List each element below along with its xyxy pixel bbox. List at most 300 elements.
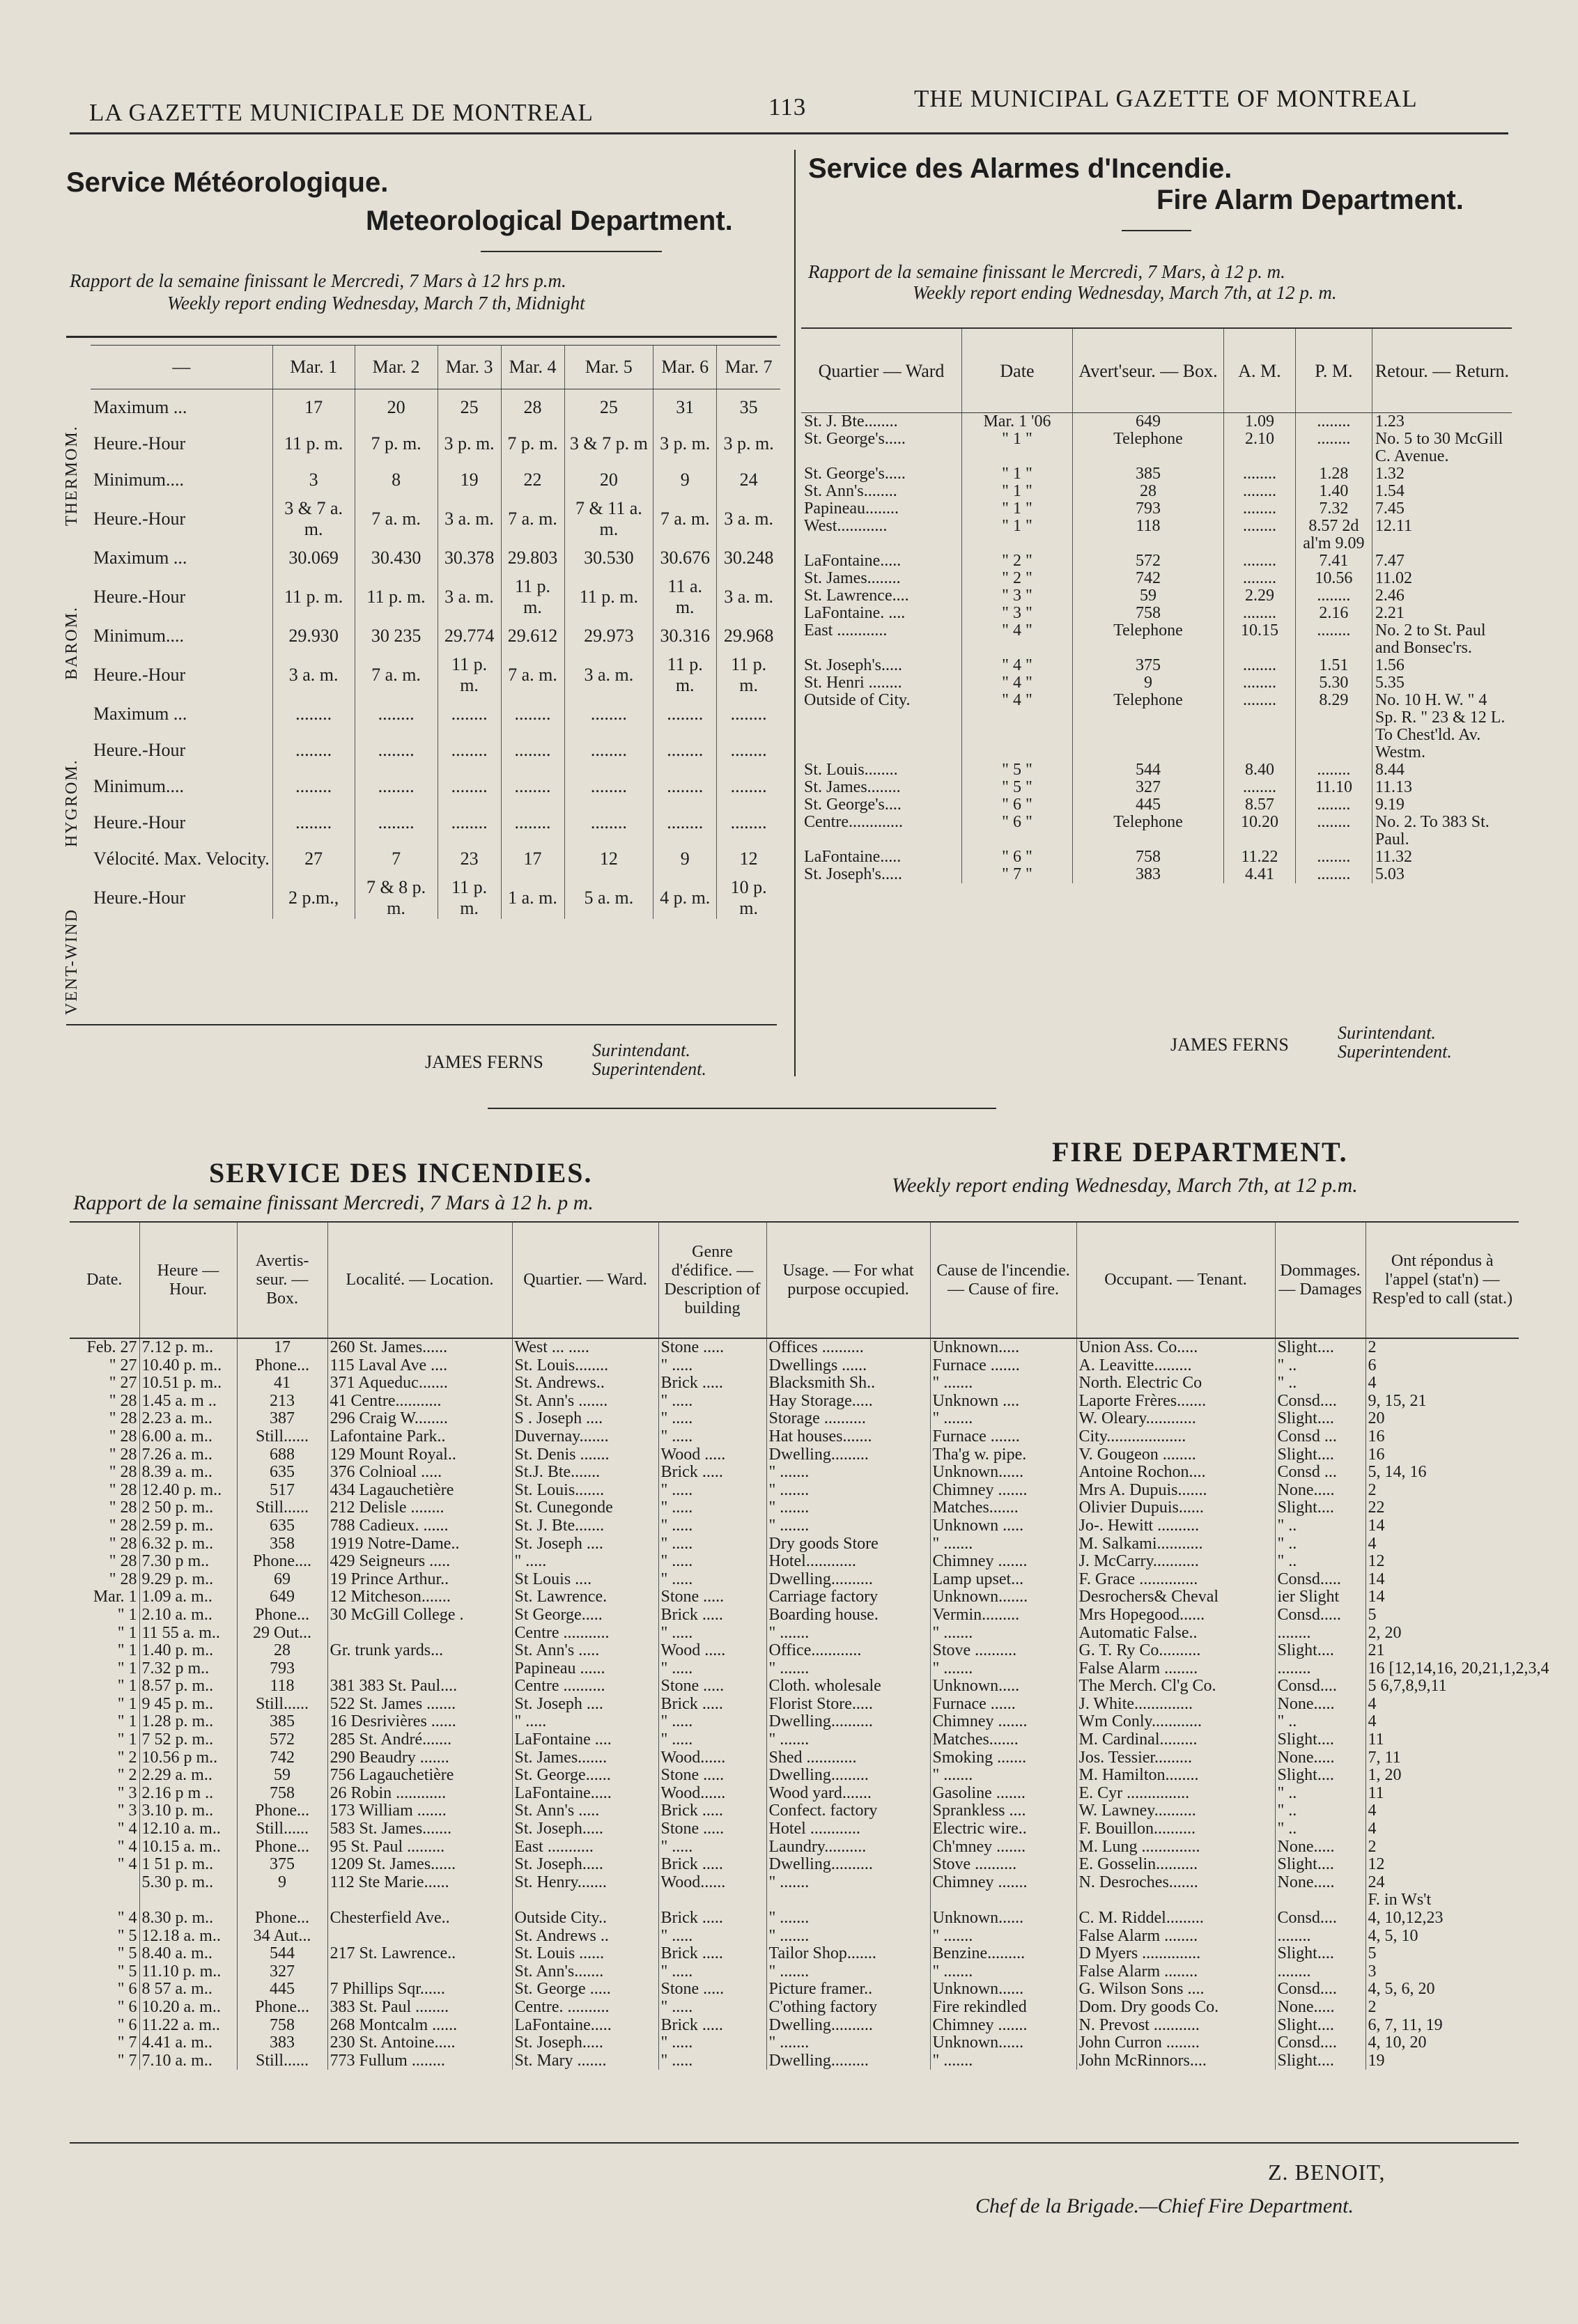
alarm-row bbox=[801, 761, 1512, 779]
fire-building: " ..... bbox=[658, 1410, 766, 1428]
fire-row bbox=[70, 1909, 1519, 1928]
meteo-cell: 11 p. m. bbox=[501, 576, 564, 618]
fire-row bbox=[70, 1838, 1519, 1857]
meteo-cell: ........ bbox=[717, 768, 780, 805]
group-label-vent-wind: VENT-WIND bbox=[63, 908, 81, 1015]
fire-box: 635 bbox=[237, 1517, 327, 1535]
fire-col-building: Genre d'édifice. — Description of building bbox=[658, 1222, 766, 1338]
fire-row bbox=[70, 1357, 1519, 1375]
fire-ward: LaFontaine..... bbox=[512, 2017, 658, 2035]
fire-responded: 20 bbox=[1366, 1410, 1519, 1428]
fire-usage: " ....... bbox=[766, 1660, 930, 1678]
fire-box: 213 bbox=[237, 1393, 327, 1411]
fire-cause: Furnace ....... bbox=[930, 1357, 1076, 1375]
fire-ward: " ..... bbox=[512, 1553, 658, 1571]
fire-building: " ..... bbox=[658, 2052, 766, 2070]
fire-tenant: W. Lawney.......... bbox=[1076, 1802, 1275, 1820]
fire-tenant: North. Electric Co bbox=[1076, 1374, 1275, 1393]
meteo-cell: 11 p. m. bbox=[438, 877, 501, 919]
fire-damages: " .. bbox=[1275, 1802, 1366, 1820]
fire-row bbox=[70, 1928, 1519, 1946]
meteo-cell: 30.530 bbox=[564, 540, 653, 576]
fire-tenant: M. Cardinal......... bbox=[1076, 1731, 1275, 1749]
meteorological-section bbox=[63, 153, 780, 1079]
fire-damages: Consd.... bbox=[1275, 1393, 1366, 1411]
fire-header-row bbox=[70, 1222, 1519, 1338]
fire-ward: St. Joseph..... bbox=[512, 1820, 658, 1838]
alarm-am: ........ bbox=[1224, 483, 1296, 500]
fire-row bbox=[70, 1749, 1519, 1767]
fire-hour: 7.32 p m.. bbox=[139, 1660, 237, 1678]
fire-box: Still...... bbox=[237, 1696, 327, 1714]
fire-box: Still...... bbox=[237, 1499, 327, 1517]
fire-location: 217 St. Lawrence.. bbox=[327, 1945, 512, 1963]
meteo-cell: ........ bbox=[501, 768, 564, 805]
fire-ward: St. Denis ....... bbox=[512, 1446, 658, 1464]
fire-date: " 28 bbox=[109, 1391, 137, 1410]
meteo-table-body bbox=[91, 389, 780, 920]
fire-building: Brick ..... bbox=[658, 1945, 766, 1963]
fire-ward: St. Mary ....... bbox=[512, 2052, 658, 2070]
alarm-row bbox=[801, 866, 1512, 883]
alarm-box: 649 bbox=[1072, 413, 1223, 431]
fire-usage: " ....... bbox=[766, 1517, 930, 1535]
meteo-cell: ........ bbox=[355, 768, 438, 805]
fire-hour: 8.40 a. m.. bbox=[139, 1945, 237, 1963]
fire-row bbox=[70, 2034, 1519, 2052]
alarm-return: 7.45 bbox=[1372, 500, 1512, 518]
fire-ward: St. Lawrence. bbox=[512, 1588, 658, 1606]
meteo-cell: 7 p. m. bbox=[355, 426, 438, 462]
fire-location: 522 St. James ....... bbox=[327, 1696, 512, 1714]
fire-cause: Smoking ....... bbox=[930, 1749, 1076, 1767]
alarm-date: " 5 " bbox=[962, 779, 1073, 796]
alarm-return: 1.56 bbox=[1372, 657, 1512, 674]
fire-tenant: False Alarm ........ bbox=[1076, 1963, 1275, 1981]
fire-row bbox=[70, 1678, 1519, 1696]
fire-usage: Dwelling.......... bbox=[766, 1856, 930, 1874]
fire-building: " ..... bbox=[658, 1535, 766, 1554]
fire-location: 95 St. Paul ......... bbox=[327, 1838, 512, 1857]
meteo-row-label: Minimum.... bbox=[93, 470, 185, 490]
fire-responded: 2 bbox=[1366, 1482, 1519, 1500]
fire-ward: St. Andrews .. bbox=[512, 1928, 658, 1946]
fire-usage: " ....... bbox=[766, 1731, 930, 1749]
fire-hour: 11 55 a. m.. bbox=[139, 1625, 237, 1643]
alarm-header-row bbox=[801, 328, 1512, 413]
fire-responded: 21 bbox=[1366, 1642, 1519, 1660]
meteo-row-label: Minimum.... bbox=[93, 626, 185, 646]
meteo-title-rule bbox=[481, 251, 662, 252]
fire-tenant: Laporte Frères....... bbox=[1076, 1393, 1275, 1411]
fire-building: Brick ..... bbox=[658, 1696, 766, 1714]
fire-row bbox=[70, 1731, 1519, 1749]
fire-cause: Sprankless .... bbox=[930, 1802, 1076, 1820]
fire-tenant: C. M. Riddel......... bbox=[1076, 1909, 1275, 1928]
fire-tenant: E. Cyr ............... bbox=[1076, 1785, 1275, 1803]
fire-hour: 10.15 a. m.. bbox=[139, 1838, 237, 1857]
fire-ward: Centre ........... bbox=[512, 1625, 658, 1643]
alarm-return: No. 5 to 30 McGill C. Avenue. bbox=[1372, 431, 1512, 465]
meteo-title-fr: Service Météorologique. bbox=[66, 167, 389, 198]
fire-damages: " .. bbox=[1275, 1374, 1366, 1393]
fire-hour: 12.10 a. m.. bbox=[139, 1820, 237, 1838]
fire-tenant bbox=[1076, 1891, 1275, 1909]
column-divider bbox=[794, 150, 796, 1076]
fire-hour: 8.57 p. m.. bbox=[139, 1678, 237, 1696]
fire-building: Stone ..... bbox=[658, 1820, 766, 1838]
fire-row bbox=[70, 1535, 1519, 1554]
fire-tenant: D Myers .............. bbox=[1076, 1945, 1275, 1963]
fire-date bbox=[70, 1891, 139, 1909]
alarm-date: " 2 " bbox=[962, 570, 1073, 587]
fire-damages: Consd..... bbox=[1275, 1571, 1366, 1589]
alarm-date: " 6 " bbox=[962, 796, 1073, 814]
fire-usage: Confect. factory bbox=[766, 1802, 930, 1820]
fire-location: 112 Ste Marie...... bbox=[327, 1874, 512, 1892]
fire-cause: Chimney ....... bbox=[930, 1553, 1076, 1571]
fire-col-responded: Ont répondus à l'appel (stat'n) — Resp'ed to call (stat.) bbox=[1366, 1222, 1519, 1338]
meteo-header-row bbox=[91, 346, 780, 389]
meteo-row-label: Heure.-Hour bbox=[93, 665, 186, 685]
fire-date: Feb. 27 bbox=[86, 1338, 137, 1356]
meteo-cell: 24 bbox=[717, 462, 780, 498]
fire-responded: 19 bbox=[1366, 2052, 1519, 2070]
alarm-am: ........ bbox=[1224, 465, 1296, 483]
fire-ward: St. Louis....... bbox=[512, 1482, 658, 1500]
meteo-row bbox=[91, 768, 780, 805]
fire-building: Wood...... bbox=[658, 1874, 766, 1892]
fire-cause: " ....... bbox=[930, 1410, 1076, 1428]
fire-hour: 3.10 p. m.. bbox=[139, 1802, 237, 1820]
alarm-return: 1.54 bbox=[1372, 483, 1512, 500]
fire-tenant: J. White.............. bbox=[1076, 1696, 1275, 1714]
fire-responded: 4, 5, 10 bbox=[1366, 1928, 1519, 1946]
fire-cause: Lamp upset... bbox=[930, 1571, 1076, 1589]
alarm-date: " 1 " bbox=[962, 500, 1073, 518]
alarm-return: 7.47 bbox=[1372, 552, 1512, 570]
alarm-pm: ........ bbox=[1295, 814, 1372, 849]
meteo-cell: 11 p. m. bbox=[564, 576, 653, 618]
meteo-cell: 30.430 bbox=[355, 540, 438, 576]
meteo-cell: 7 a. m. bbox=[355, 654, 438, 696]
fire-damages: Slight.... bbox=[1275, 1767, 1366, 1785]
fire-usage: Wood yard....... bbox=[766, 1785, 930, 1803]
fire-cause: Unknown ..... bbox=[930, 1517, 1076, 1535]
alarm-am: 2.10 bbox=[1224, 431, 1296, 465]
fire-location: 26 Robin ............ bbox=[327, 1785, 512, 1803]
alarm-am: 2.29 bbox=[1224, 587, 1296, 605]
fire-date: " 7 bbox=[117, 2034, 137, 2052]
fire-hour: 1 51 p. m.. bbox=[139, 1856, 237, 1874]
fire-hour: 2.29 a. m.. bbox=[139, 1767, 237, 1785]
fire-row bbox=[70, 1945, 1519, 1963]
meteo-cell: ........ bbox=[272, 768, 355, 805]
meteo-cell: ........ bbox=[438, 805, 501, 841]
fire-building: Brick ..... bbox=[658, 1606, 766, 1625]
meteo-cell: 22 bbox=[501, 462, 564, 498]
alarm-title-fr: Service des Alarmes d'Incendie. bbox=[808, 153, 1232, 184]
fire-box: 635 bbox=[237, 1464, 327, 1482]
alarm-pm: 2.16 bbox=[1295, 605, 1372, 622]
fire-usage: " ....... bbox=[766, 1909, 930, 1928]
alarm-pm: ........ bbox=[1295, 849, 1372, 866]
fire-usage: Hat houses....... bbox=[766, 1428, 930, 1446]
fire-tenant: Olivier Dupuis...... bbox=[1076, 1499, 1275, 1517]
alarm-am: ........ bbox=[1224, 605, 1296, 622]
fire-building: Stone ..... bbox=[658, 1588, 766, 1606]
header-left-title: LA GAZETTE MUNICIPALE DE MONTREAL bbox=[89, 99, 594, 126]
meteo-cell: ........ bbox=[653, 696, 717, 732]
meteo-cell: 11 p. m. bbox=[272, 576, 355, 618]
alarm-date: " 1 " bbox=[962, 465, 1073, 483]
fire-responded: 12 bbox=[1366, 1553, 1519, 1571]
meteo-row bbox=[91, 462, 780, 498]
fire-responded: 14 bbox=[1366, 1588, 1519, 1606]
fire-signature-title: Chef de la Brigade.—Chief Fire Department. bbox=[975, 2194, 1354, 2217]
fire-row bbox=[70, 1696, 1519, 1714]
meteo-cell: 3 p. m. bbox=[653, 426, 717, 462]
fire-box: 793 bbox=[237, 1660, 327, 1678]
alarm-row bbox=[801, 500, 1512, 518]
fire-hour: 7.12 p. m.. bbox=[139, 1338, 237, 1357]
fire-usage: Dwelling.......... bbox=[766, 2017, 930, 2035]
fire-table-body bbox=[70, 1338, 1549, 2070]
fire-cause: Chimney ....... bbox=[930, 1713, 1076, 1731]
fire-table bbox=[70, 1221, 1549, 2070]
fire-ward: Centre .......... bbox=[512, 1678, 658, 1696]
fire-box: 517 bbox=[237, 1482, 327, 1500]
fire-responded: 11 bbox=[1366, 1731, 1519, 1749]
fire-ward: LaFontaine .... bbox=[512, 1731, 658, 1749]
fire-ward: St. Louis........ bbox=[512, 1357, 658, 1375]
fire-ward: St. Ann's ....... bbox=[512, 1393, 658, 1411]
fire-row bbox=[70, 2052, 1519, 2070]
fire-cause: Chimney ....... bbox=[930, 1874, 1076, 1892]
fire-location: Chesterfield Ave.. bbox=[327, 1909, 512, 1928]
alarm-am: ........ bbox=[1224, 692, 1296, 761]
fire-ward: Papineau ...... bbox=[512, 1660, 658, 1678]
alarm-pm: 8.57 2d al'm 9.09 bbox=[1295, 518, 1372, 552]
fire-usage: Carriage factory bbox=[766, 1588, 930, 1606]
fire-hour: 8.30 p. m.. bbox=[139, 1909, 237, 1928]
fire-date: " 28 bbox=[109, 1498, 137, 1517]
meteo-cell: 2 p.m., bbox=[272, 877, 355, 919]
meteo-row-label: Vélocité. Max. Velocity. bbox=[93, 849, 270, 869]
meteo-cell: ........ bbox=[272, 805, 355, 841]
fire-cause: Unknown..... bbox=[930, 1678, 1076, 1696]
fire-box: 17 bbox=[237, 1338, 327, 1357]
fire-date: " 4 bbox=[117, 1909, 137, 1927]
meteo-cell: ........ bbox=[438, 696, 501, 732]
fire-ward: St. George...... bbox=[512, 1767, 658, 1785]
fire-location bbox=[327, 1963, 512, 1981]
meteo-sig-fr: Surintendant. bbox=[592, 1040, 690, 1060]
fire-responded: 14 bbox=[1366, 1517, 1519, 1535]
fire-location: 129 Mount Royal.. bbox=[327, 1446, 512, 1464]
fire-usage: Blacksmith Sh.. bbox=[766, 1374, 930, 1393]
fire-tenant: N. Prevost ........... bbox=[1076, 2017, 1275, 2035]
fire-cause: Benzine......... bbox=[930, 1945, 1076, 1963]
fire-tenant: City................... bbox=[1076, 1428, 1275, 1446]
fire-cause: " ....... bbox=[930, 1963, 1076, 1981]
alarm-pm: 1.28 bbox=[1295, 465, 1372, 483]
fire-hour: 2.23 a. m.. bbox=[139, 1410, 237, 1428]
alarm-am: ........ bbox=[1224, 518, 1296, 552]
fire-responded: 4, 10, 20 bbox=[1366, 2034, 1519, 2052]
alarm-date: " 4 " bbox=[962, 674, 1073, 692]
meteo-row bbox=[91, 389, 780, 426]
fire-hour: 1.45 a. m .. bbox=[139, 1393, 237, 1411]
meteo-cell: 30.248 bbox=[717, 540, 780, 576]
alarm-ward: St. J. Bte........ bbox=[804, 412, 898, 431]
fire-date: " 28 bbox=[109, 1409, 137, 1428]
alarm-date: " 6 " bbox=[962, 849, 1073, 866]
fire-date: " 1 bbox=[117, 1694, 137, 1713]
alarm-date: " 2 " bbox=[962, 552, 1073, 570]
fire-building: Brick ..... bbox=[658, 1374, 766, 1393]
fire-date: " 5 bbox=[117, 1962, 137, 1981]
fire-tenant: F. Bouillon.......... bbox=[1076, 1820, 1275, 1838]
fire-building: " ..... bbox=[658, 1393, 766, 1411]
fire-usage: Boarding house. bbox=[766, 1606, 930, 1625]
fire-box: Phone... bbox=[237, 1999, 327, 2017]
fire-damages: Consd.... bbox=[1275, 1678, 1366, 1696]
fire-responded: 4 bbox=[1366, 1374, 1519, 1393]
alarm-row bbox=[801, 587, 1512, 605]
fire-row bbox=[70, 1393, 1519, 1411]
alarm-row bbox=[801, 814, 1512, 849]
fire-location: 1209 St. James...... bbox=[327, 1856, 512, 1874]
fire-usage: Hotel............ bbox=[766, 1553, 930, 1571]
alarm-am: ........ bbox=[1224, 779, 1296, 796]
meteo-cell: 11 p. m. bbox=[438, 654, 501, 696]
fire-location: 1919 Notre-Dame.. bbox=[327, 1535, 512, 1554]
fire-hour: 1.40 p. m.. bbox=[139, 1642, 237, 1660]
fire-usage: Dwelling.......... bbox=[766, 1713, 930, 1731]
fire-damages: ........ bbox=[1275, 1625, 1366, 1643]
fire-tenant: N. Desroches....... bbox=[1076, 1874, 1275, 1892]
alarm-ward: St. Louis........ bbox=[804, 761, 898, 779]
fire-box: 649 bbox=[237, 1588, 327, 1606]
fire-hour: 1.09 a. m.. bbox=[139, 1588, 237, 1606]
alarm-title-en: Fire Alarm Department. bbox=[1157, 185, 1464, 215]
fire-damages: Slight.... bbox=[1275, 2052, 1366, 2070]
meteo-title-en: Meteorological Department. bbox=[366, 206, 733, 236]
alarm-box: Telephone bbox=[1072, 814, 1223, 849]
fire-building: " ..... bbox=[658, 1428, 766, 1446]
meteo-cell: 5 a. m. bbox=[564, 877, 653, 919]
fire-location: 115 Laval Ave .... bbox=[327, 1357, 512, 1375]
alarm-ward: St. George's..... bbox=[804, 430, 906, 448]
fire-tenant: False Alarm ........ bbox=[1076, 1928, 1275, 1946]
fire-cause bbox=[930, 1891, 1076, 1909]
fire-usage: Hay Storage..... bbox=[766, 1393, 930, 1411]
fire-hour: 11.22 a. m.. bbox=[139, 2017, 237, 2035]
alarm-return: No. 2. To 383 St. Paul. bbox=[1372, 814, 1512, 849]
fire-date: " 1 bbox=[117, 1659, 137, 1678]
fire-box: 383 bbox=[237, 2034, 327, 2052]
fire-cause: Matches....... bbox=[930, 1499, 1076, 1517]
fire-damages: Consd.... bbox=[1275, 1981, 1366, 1999]
fire-damages: Slight.... bbox=[1275, 1642, 1366, 1660]
fire-responded: 4 bbox=[1366, 1802, 1519, 1820]
fire-responded: 4, 10,12,23 bbox=[1366, 1909, 1519, 1928]
fire-usage: " ....... bbox=[766, 1963, 930, 1981]
fire-responded: 6, 7, 11, 19 bbox=[1366, 2017, 1519, 2035]
meteo-row bbox=[91, 576, 780, 618]
fire-building: Wood...... bbox=[658, 1749, 766, 1767]
alarm-date: " 1 " bbox=[962, 431, 1073, 465]
group-label-thermom: THERMOM. bbox=[63, 425, 81, 526]
fire-row bbox=[70, 1571, 1519, 1589]
fire-col-tenant: Occupant. — Tenant. bbox=[1076, 1222, 1275, 1338]
alarm-table bbox=[801, 327, 1512, 883]
fire-location bbox=[327, 1625, 512, 1643]
fire-cause: " ....... bbox=[930, 1625, 1076, 1643]
fire-damages: None..... bbox=[1275, 1874, 1366, 1892]
meteo-cell: 3 & 7 p. m bbox=[564, 426, 653, 462]
fire-ward: East ........... bbox=[512, 1838, 658, 1857]
fire-responded: 11 bbox=[1366, 1785, 1519, 1803]
fire-building: " ..... bbox=[658, 1499, 766, 1517]
fire-box: 9 bbox=[237, 1874, 327, 1892]
meteo-cell: 3 bbox=[272, 462, 355, 498]
fire-cause: Unknown...... bbox=[930, 1909, 1076, 1928]
fire-building: Brick ..... bbox=[658, 2017, 766, 2035]
fire-ward: St. Andrews.. bbox=[512, 1374, 658, 1393]
fire-cause: " ....... bbox=[930, 1767, 1076, 1785]
meteo-table bbox=[91, 345, 780, 919]
fire-responded: 12 bbox=[1366, 1856, 1519, 1874]
meteo-row-label: Heure.-Hour bbox=[93, 587, 186, 607]
fire-row bbox=[70, 1767, 1519, 1785]
alarm-pm: 5.30 bbox=[1295, 674, 1372, 692]
alarm-box: 758 bbox=[1072, 849, 1223, 866]
fire-date: " 5 bbox=[117, 1944, 137, 1963]
alarm-ward: St. George's..... bbox=[804, 465, 906, 483]
alarm-date: " 4 " bbox=[962, 692, 1073, 761]
fire-usage: Storage .......... bbox=[766, 1410, 930, 1428]
fire-location: 381 383 St. Paul.... bbox=[327, 1678, 512, 1696]
fire-box: 34 Aut... bbox=[237, 1928, 327, 1946]
meteo-cell: 30.676 bbox=[653, 540, 717, 576]
fire-tenant: Antoine Rochon.... bbox=[1076, 1464, 1275, 1482]
fire-box: 544 bbox=[237, 1945, 327, 1963]
fire-damages: ........ bbox=[1275, 1963, 1366, 1981]
fire-usage: Tailor Shop....... bbox=[766, 1945, 930, 1963]
fire-hour: 6.32 p. m.. bbox=[139, 1535, 237, 1554]
header-right-title: THE MUNICIPAL GAZETTE OF MONTREAL bbox=[914, 85, 1418, 112]
fire-location: 583 St. James....... bbox=[327, 1820, 512, 1838]
fire-usage: Cloth. wholesale bbox=[766, 1678, 930, 1696]
meteo-cell: 29.930 bbox=[272, 618, 355, 654]
fire-row bbox=[70, 1999, 1519, 2017]
fire-date: " 3 bbox=[117, 1783, 137, 1802]
fire-tenant: M. Salkami........... bbox=[1076, 1535, 1275, 1554]
fire-location: 383 St. Paul ........ bbox=[327, 1999, 512, 2017]
meteo-cell: 29.612 bbox=[501, 618, 564, 654]
fire-date: " 28 bbox=[109, 1570, 137, 1588]
fire-hour: 11.10 p. m.. bbox=[139, 1963, 237, 1981]
alarm-return: 11.32 bbox=[1372, 849, 1512, 866]
fire-ward: West ... ..... bbox=[512, 1338, 658, 1357]
group-label-barom: BAROM. bbox=[63, 605, 81, 680]
alarm-col-return: Retour. — Return. bbox=[1372, 328, 1512, 413]
alarm-box: 118 bbox=[1072, 518, 1223, 552]
alarm-sig-en: Superintendent. bbox=[1338, 1041, 1452, 1062]
fire-building: " ..... bbox=[658, 1838, 766, 1857]
